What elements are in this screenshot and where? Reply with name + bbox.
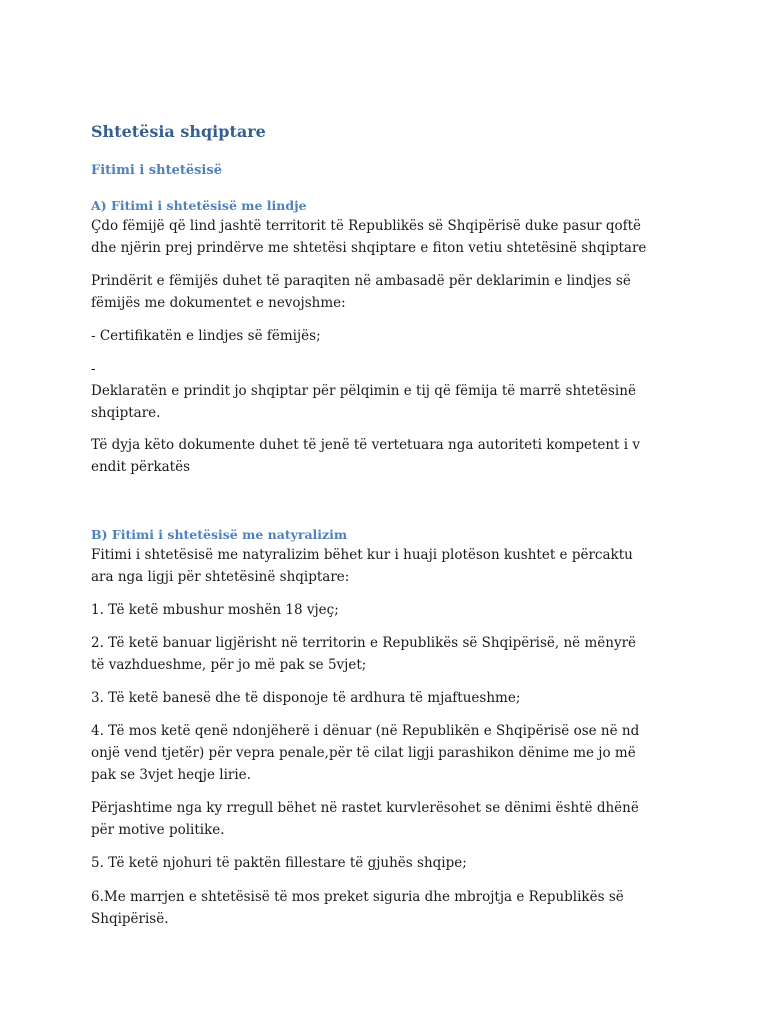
text-line: të vazhdueshme, për jo më pak se 5vjet;: [91, 657, 367, 673]
text-line: endit përkatës: [91, 459, 191, 475]
section-a-heading: A) Fitimi i shtetësisë me lindje: [91, 198, 307, 213]
text-line: 6.Me marrjen e shtetësisë të mos preket siguria dhe mbrojtja e Republikës së: [91, 889, 624, 905]
paragraph: [91, 215, 691, 259]
text-line: onjë vend tjetër) për vepra penale,për të cilat ligji parashikon dënime me jo më: [91, 745, 636, 761]
text-line: pak se 3vjet heqje lirie.: [91, 767, 251, 783]
paragraph: [91, 544, 691, 588]
paragraph: [91, 886, 691, 930]
paragraph: [91, 434, 691, 478]
paragraph: [91, 632, 691, 676]
text-line: ara nga ligji për shtetësinë shqiptare:: [91, 569, 350, 585]
text-line: 2. Të ketë banuar ligjërisht në territorin e Republikës së Shqipërisë, në mënyrë: [91, 635, 637, 651]
paragraph: [91, 358, 691, 424]
paragraph: [91, 720, 691, 786]
page-title: Shtetësia shqiptare: [91, 122, 266, 141]
text-line: 3. Të ketë banesë dhe të disponoje të ardhura të mjaftueshme;: [91, 690, 521, 706]
paragraph: [91, 852, 691, 874]
text-line: -: [91, 361, 96, 377]
text-line: Fitimi i shtetësisë me natyralizim bëhet kur i huaji plotëson kushtet e përcaktu: [91, 547, 633, 563]
text-line: fëmijës me dokumentet e nevojshme:: [91, 295, 346, 311]
text-line: Çdo fëmijë që lind jashtë territorit të Republikës së Shqipërisë duke pasur qoftë: [91, 218, 642, 234]
section-b-heading: B) Fitimi i shtetësisë me natyralizim: [91, 527, 348, 542]
text-line: Shqipërisë.: [91, 911, 169, 927]
text-line: dhe njërin prej prindërve me shtetësi shqiptare e fiton vetiu shtetësinë shqiptare: [91, 240, 647, 256]
paragraph: [91, 270, 691, 314]
text-line: 1. Të ketë mbushur moshën 18 vjeç;: [91, 602, 339, 618]
text-line: Deklaratën e prindit jo shqiptar për pëlqimin e tij që fëmija të marrë shtetësinë: [91, 383, 636, 399]
text-line: - Certifikatën e lindjes së fëmijës;: [91, 328, 321, 344]
text-line: Të dyja këto dokumente duhet të jenë të vertetuara nga autoriteti kompetent i v: [91, 437, 641, 453]
text-line: 4. Të mos ketë qenë ndonjëherë i dënuar (në Republikën e Shqipërisë ose në nd: [91, 723, 640, 739]
text-line: 5. Të ketë njohuri të paktën fillestare të gjuhës shqipe;: [91, 855, 467, 871]
paragraph: [91, 687, 691, 709]
page-subtitle: Fitimi i shtetësisë: [91, 163, 222, 178]
text-line: Prindërit e fëmijës duhet të paraqiten në ambasadë për deklarimin e lindjes së: [91, 273, 631, 289]
text-line: për motive politike.: [91, 822, 225, 838]
paragraph: [91, 599, 691, 621]
paragraph: [91, 325, 691, 347]
text-line: shqiptare.: [91, 405, 161, 421]
paragraph: [91, 797, 691, 841]
text-line: Përjashtime nga ky rregull bëhet në rastet kurvlerësohet se dënimi është dhënë: [91, 800, 639, 816]
